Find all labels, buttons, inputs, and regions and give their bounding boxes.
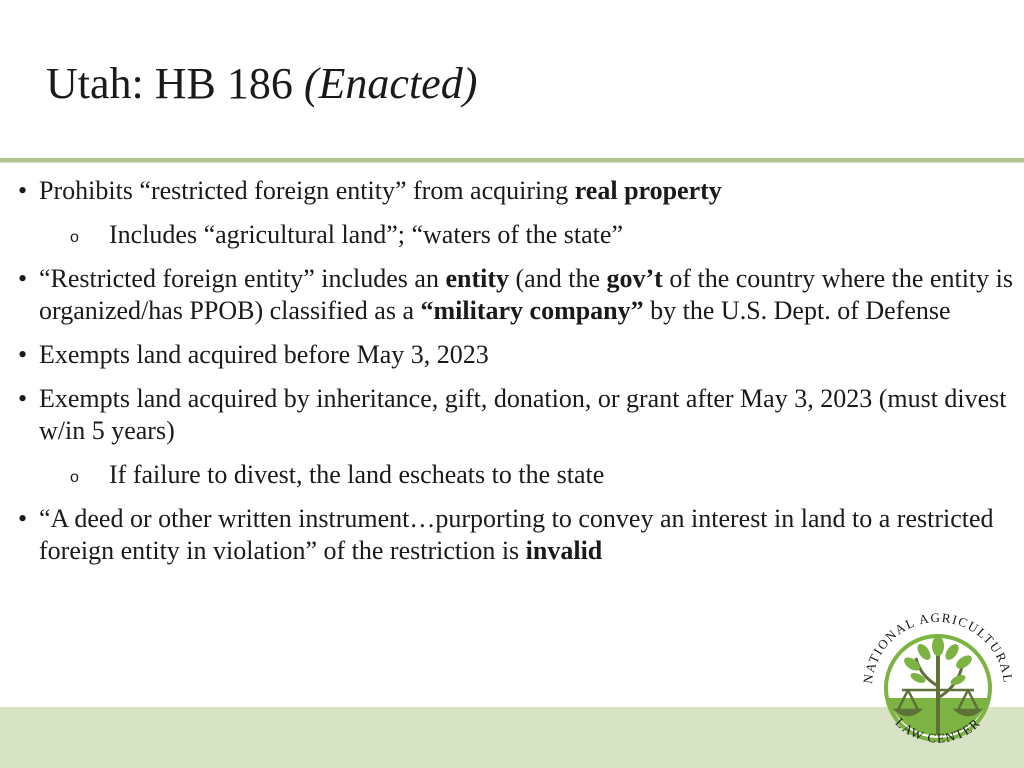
bullet-item: • Prohibits “restricted foreign entity” from acquiring real property <box>18 176 722 205</box>
logo-bottom-text: LAW CENTER <box>892 714 984 746</box>
bullet-marker: • <box>18 264 28 293</box>
bullet-item: • Exempts land acquired by inheritance, gift, donation, or grant after May 3, 2023 (must divest w/in 5 years) <box>18 384 1007 445</box>
bullet-marker: • <box>18 176 28 205</box>
national-agricultural-law-center-logo <box>858 606 1018 762</box>
bullet-item: • Exempts land acquired before May 3, 2023 <box>18 340 489 369</box>
title-main: Utah: HB 186 <box>46 59 304 108</box>
sub-bullet-marker: o <box>70 229 79 246</box>
sub-bullet-marker: o <box>70 469 79 486</box>
bullet-item: • “Restricted foreign entity” includes an entity (and the gov’t of the country where the entity is organized/has PPOB) classified as a “military company” by the U.S. Dept. of Defense <box>18 264 1013 325</box>
title-status: (Enacted) <box>303 59 478 108</box>
sub-bullet-item: o Includes “agricultural land”; “waters of the state” <box>18 219 1018 251</box>
bullet-marker: • <box>18 384 28 413</box>
sub-bullet-item: o If failure to divest, the land escheats to the state <box>18 459 1018 491</box>
bullet-marker: • <box>18 504 28 533</box>
bullet-marker: • <box>18 340 28 369</box>
slide-title <box>46 58 477 110</box>
bullet-item: • “A deed or other written instrument…purporting to convey an interest in land to a restricted foreign entity in violation” of the restriction is invalid <box>18 504 994 565</box>
title-divider-shadow <box>0 162 1024 163</box>
logo-top-text: NATIONAL AGRICULTURAL <box>860 609 1016 685</box>
bullet-list <box>18 175 1018 567</box>
